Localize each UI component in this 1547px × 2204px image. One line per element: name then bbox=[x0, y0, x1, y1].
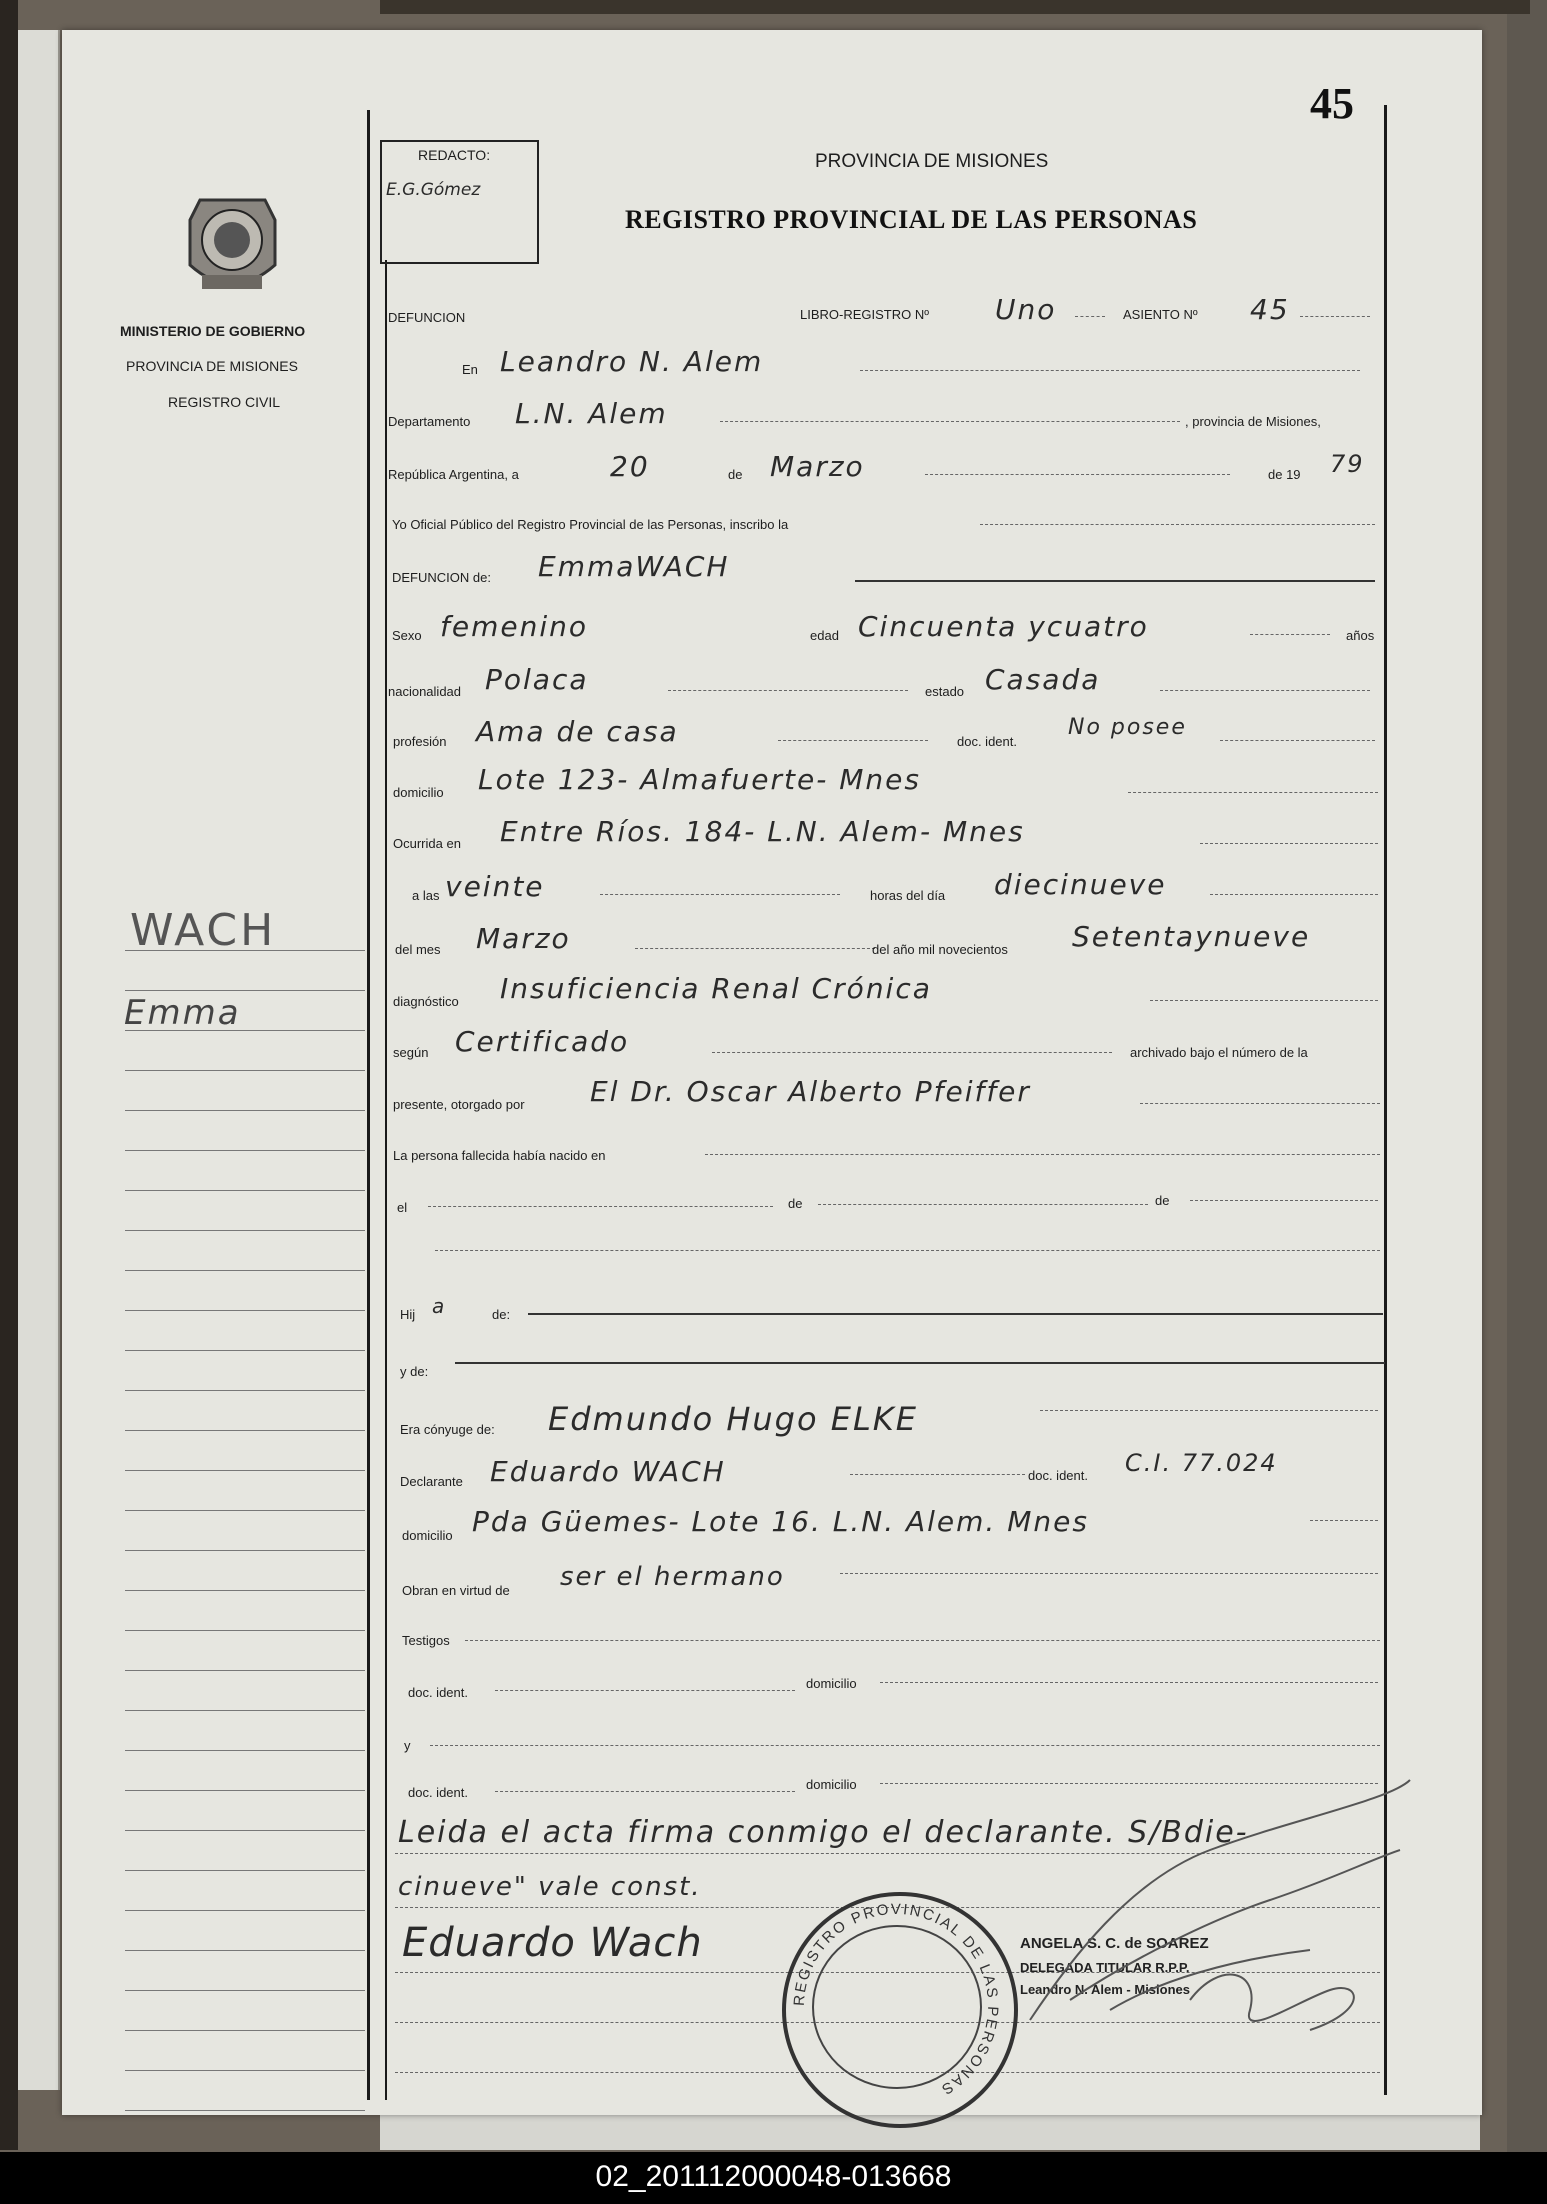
edad-line bbox=[1250, 634, 1330, 635]
margin-name: Emma bbox=[124, 993, 241, 1033]
delmes-value: Marzo bbox=[476, 922, 571, 955]
alas-value: veinte bbox=[445, 870, 545, 903]
t2-domicilio-label: domicilio bbox=[806, 1777, 857, 1792]
nacionalidad-label: nacionalidad bbox=[388, 684, 462, 699]
domicilio-line bbox=[1128, 792, 1378, 793]
obran-line bbox=[840, 1573, 1378, 1574]
book-cover-top bbox=[380, 0, 1530, 14]
nacido-label: La persona fallecida había nacido en bbox=[393, 1148, 606, 1163]
segun-line bbox=[712, 1052, 1112, 1053]
defuncion-de-label: DEFUNCION de: bbox=[392, 570, 491, 585]
dia-value: 20 bbox=[610, 450, 650, 483]
delegate-name: ANGELA S. C. de SOAREZ bbox=[1020, 1935, 1209, 1952]
decl-docident-value: C.I. 77.024 bbox=[1125, 1449, 1278, 1477]
t1-docident-line bbox=[495, 1690, 795, 1691]
testigos-line bbox=[465, 1640, 1380, 1641]
nacionalidad-line bbox=[668, 690, 908, 691]
margin-rule bbox=[125, 990, 365, 991]
margin-rule bbox=[125, 1470, 365, 1471]
margin-rule bbox=[125, 1110, 365, 1111]
margin-rule bbox=[125, 1630, 365, 1631]
blank-line-1 bbox=[435, 1250, 1380, 1251]
estado-line bbox=[1160, 690, 1370, 691]
de-label: de bbox=[728, 467, 743, 482]
declarante-line bbox=[850, 1474, 1025, 1475]
t1-domicilio-line bbox=[880, 1682, 1378, 1683]
margin-rule bbox=[125, 1230, 365, 1231]
domicilio-label: domicilio bbox=[393, 785, 444, 800]
margin-rule bbox=[125, 1070, 365, 1071]
edad-label: edad bbox=[810, 628, 839, 643]
image-caption: 02_201112000048-013668 bbox=[595, 2160, 952, 2193]
official-signature-icon bbox=[1010, 1760, 1430, 2060]
conyuge-line bbox=[1040, 1410, 1378, 1411]
previous-page-edge bbox=[18, 30, 60, 2090]
segun-label: según bbox=[393, 1045, 429, 1060]
y-label: y bbox=[404, 1738, 411, 1753]
t1-domicilio-label: domicilio bbox=[806, 1676, 857, 1691]
diagnostico-line bbox=[1150, 1000, 1378, 1001]
oficial-line bbox=[980, 524, 1375, 525]
yde-label: y de: bbox=[400, 1364, 429, 1379]
mes-value: Marzo bbox=[770, 450, 865, 483]
t2-docident-line bbox=[495, 1791, 795, 1792]
margin-rule bbox=[125, 2030, 365, 2031]
margin-rule bbox=[125, 1910, 365, 1911]
nacionalidad-value: Polaca bbox=[485, 663, 589, 696]
presente-line bbox=[1140, 1103, 1380, 1104]
en-label: En bbox=[462, 362, 478, 377]
anios-label: años bbox=[1346, 628, 1375, 643]
testigos-label: Testigos bbox=[402, 1633, 450, 1648]
departamento-value: L.N. Alem bbox=[515, 397, 668, 430]
sexo-label: Sexo bbox=[392, 628, 422, 643]
docident-value: No posee bbox=[1068, 715, 1187, 740]
inner-left-rule bbox=[385, 260, 387, 2100]
margin-rule bbox=[125, 1430, 365, 1431]
republica-label: República Argentina, a bbox=[388, 467, 519, 482]
asiento-label: ASIENTO Nº bbox=[1123, 307, 1198, 322]
margin-surname: WACH bbox=[130, 905, 277, 956]
declarante-label: Declarante bbox=[400, 1474, 463, 1489]
margin-rule bbox=[125, 1990, 365, 1991]
alas-line bbox=[600, 894, 840, 895]
nacido-line bbox=[705, 1154, 1380, 1155]
estado-value: Casada bbox=[985, 663, 1101, 696]
margin-rule bbox=[125, 1510, 365, 1511]
diagnostico-label: diagnóstico bbox=[393, 994, 459, 1009]
provincia-label: , provincia de Misiones, bbox=[1185, 414, 1321, 429]
el-label: el bbox=[397, 1200, 408, 1215]
en-line bbox=[860, 370, 1360, 371]
delmes-line bbox=[635, 948, 875, 949]
conyuge-value: Edmundo Hugo ELKE bbox=[548, 1400, 918, 1438]
departamento-label: Departamento bbox=[388, 414, 471, 429]
conyuge-label: Era cónyuge de: bbox=[400, 1422, 495, 1437]
closing-line-1: Leida el acta firma conmigo el declarante. S/Bdie- bbox=[398, 1815, 1249, 1850]
seal-ring-text bbox=[782, 1892, 1010, 2120]
horas-label: horas del día bbox=[870, 888, 946, 903]
margin-rule bbox=[125, 1830, 365, 1831]
departamento-line bbox=[720, 421, 1180, 422]
horas-line bbox=[1210, 894, 1378, 895]
ocurrida-label: Ocurrida en bbox=[393, 836, 461, 851]
el-line bbox=[428, 1206, 773, 1207]
margin-rule bbox=[125, 2110, 365, 2111]
presente-label: presente, otorgado por bbox=[393, 1097, 525, 1112]
ocurrida-value: Entre Ríos. 184- L.N. Alem- Mnes bbox=[500, 815, 1025, 848]
margin-rule bbox=[125, 1350, 365, 1351]
docident-line bbox=[1220, 740, 1375, 741]
yde-line bbox=[455, 1362, 1385, 1364]
obran-label: Obran en virtud de bbox=[402, 1583, 510, 1598]
margin-rule bbox=[125, 1590, 365, 1591]
asiento-line bbox=[1300, 316, 1370, 317]
page-number: 45 bbox=[1310, 79, 1354, 128]
archivado-label: archivado bajo el número de la bbox=[1130, 1045, 1308, 1060]
edad-value: Cincuenta ycuatro bbox=[858, 610, 1149, 643]
header-registry-title: REGISTRO PROVINCIAL DE LAS PERSONAS bbox=[625, 205, 1198, 234]
anio-label: de 19 bbox=[1268, 467, 1301, 482]
declarante-value: Eduardo WACH bbox=[490, 1455, 726, 1488]
presente-value: El Dr. Oscar Alberto Pfeiffer bbox=[590, 1075, 1031, 1108]
header-province: PROVINCIA DE MISIONES bbox=[815, 151, 1049, 172]
margin-rule bbox=[125, 1670, 365, 1671]
margin-rule bbox=[125, 1790, 365, 1791]
redacto-label: REDACTO: bbox=[418, 147, 491, 163]
province-label: PROVINCIA DE MISIONES bbox=[126, 358, 298, 374]
delegate-place: Leandro N. Alem - Misiones bbox=[1020, 1982, 1190, 1997]
delmes-label: del mes bbox=[395, 942, 441, 957]
margin-rule bbox=[125, 1950, 365, 1951]
t2-docident-label: doc. ident. bbox=[408, 1785, 468, 1800]
asiento-value: 45 bbox=[1250, 293, 1290, 326]
libro-value: Uno bbox=[995, 293, 1057, 326]
margin-rule bbox=[125, 1710, 365, 1711]
book-cover-edge bbox=[1507, 0, 1547, 2160]
declarant-signature: Eduardo Wach bbox=[402, 1920, 703, 1966]
hij-de-label: de: bbox=[492, 1307, 511, 1322]
obran-value: ser el hermano bbox=[560, 1562, 785, 1592]
civil-registry-label: REGISTRO CIVIL bbox=[168, 394, 281, 410]
delanio-label: del año mil novecientos bbox=[872, 942, 1008, 957]
margin-rule bbox=[125, 1270, 365, 1271]
libro-line bbox=[1075, 316, 1105, 317]
margin-rule bbox=[125, 1870, 365, 1871]
libro-label: LIBRO-REGISTRO Nº bbox=[800, 307, 929, 322]
decl-domicilio-value: Pda Güemes- Lote 16. L.N. Alem. Mnes bbox=[472, 1505, 1089, 1538]
domicilio-value: Lote 123- Almafuerte- Mnes bbox=[478, 763, 921, 796]
hij-value: a bbox=[432, 1294, 447, 1318]
profesion-label: profesión bbox=[393, 734, 447, 749]
closing-line-2: cinueve" vale const. bbox=[398, 1872, 702, 1902]
left-rule bbox=[367, 110, 370, 2100]
ministry-label: MINISTERIO DE GOBIERNO bbox=[120, 323, 306, 339]
defuncion-heading: DEFUNCION bbox=[388, 310, 466, 325]
estado-label: estado bbox=[925, 684, 965, 699]
mes-line bbox=[925, 474, 1230, 475]
anio-value: 79 bbox=[1330, 450, 1365, 478]
y-line bbox=[430, 1745, 1380, 1746]
margin-rule bbox=[125, 1150, 365, 1151]
decl-domicilio-label: domicilio bbox=[402, 1528, 453, 1543]
margin-rule bbox=[125, 1190, 365, 1191]
delanio-value: Setentaynueve bbox=[1072, 920, 1311, 953]
sexo-value: femenino bbox=[440, 610, 588, 643]
coat-of-arms-icon bbox=[180, 185, 285, 305]
docident-label: doc. ident. bbox=[957, 734, 1017, 749]
de2-label: de bbox=[788, 1196, 803, 1211]
diagnostico-value: Insuficiencia Renal Crónica bbox=[500, 972, 932, 1005]
de3-label: de bbox=[1155, 1193, 1170, 1208]
margin-rule bbox=[125, 1750, 365, 1751]
profesion-value: Ama de casa bbox=[476, 715, 679, 748]
horas-value: diecinueve bbox=[994, 868, 1167, 901]
margin-rule bbox=[125, 2070, 365, 2071]
de3-line bbox=[1190, 1200, 1378, 1201]
hij-label: Hij bbox=[400, 1307, 416, 1322]
segun-value: Certificado bbox=[455, 1025, 630, 1058]
alas-label: a las bbox=[412, 888, 440, 903]
decl-docident-label: doc. ident. bbox=[1028, 1468, 1088, 1483]
svg-text:REGISTRO PROVINCIAL DE LAS PER: REGISTRO PROVINCIAL DE LAS PERSONAS bbox=[790, 1900, 1002, 2099]
margin-rule bbox=[125, 1390, 365, 1391]
hij-line bbox=[528, 1313, 1383, 1315]
t1-docident-label: doc. ident. bbox=[408, 1685, 468, 1700]
profesion-line bbox=[778, 740, 928, 741]
defuncion-de-value: EmmaWACH bbox=[538, 550, 730, 583]
margin-rule bbox=[125, 1550, 365, 1551]
ocurrida-line bbox=[1200, 843, 1378, 844]
decl-domicilio-line bbox=[1310, 1520, 1378, 1521]
delegate-title: DELEGADA TITULAR R.P.P. bbox=[1020, 1960, 1190, 1975]
book-spine bbox=[0, 0, 18, 2150]
margin-rule bbox=[125, 1310, 365, 1311]
de2-line bbox=[818, 1204, 1148, 1205]
oficial-text: Yo Oficial Público del Registro Provincial de las Personas, inscribo la bbox=[392, 517, 789, 532]
defuncion-de-line bbox=[855, 580, 1375, 582]
redacto-value: E.G.Gómez bbox=[386, 180, 481, 200]
en-value: Leandro N. Alem bbox=[500, 345, 764, 378]
